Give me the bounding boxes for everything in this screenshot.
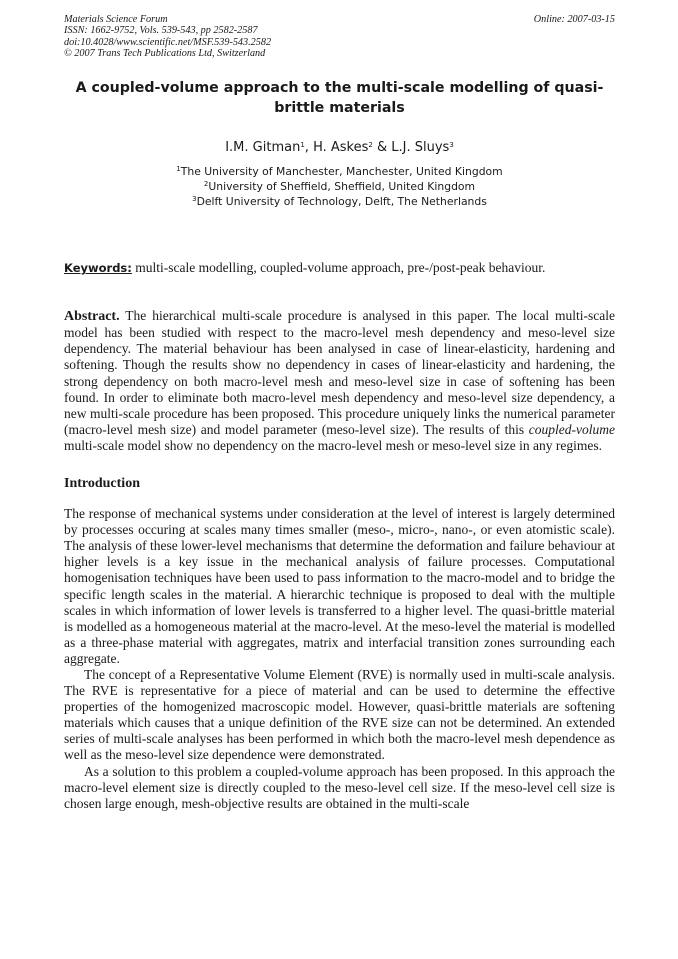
- keywords: [64, 260, 615, 276]
- affil-text: Delft University of Technology, Delft, The Netherlands: [196, 195, 487, 209]
- keywords-text: multi-scale modelling, coupled-volume approach, pre-/post-peak behaviour.: [131, 260, 546, 276]
- author-name: H. Askes: [313, 140, 369, 156]
- issn-line: ISSN: 1662-9752, Vols. 539-543, pp 2582-2587: [64, 25, 258, 37]
- section-heading-introduction: Introduction: [64, 476, 140, 492]
- author-affil-mark: 1: [300, 141, 305, 150]
- author-name: L.J. Sluys: [391, 140, 450, 156]
- author-affil-mark: 3: [449, 141, 454, 150]
- paragraph: The concept of a Representative Volume Element (RVE) is normally used in multi-scale analysis. The RVE is representative for a piece of material and can be used to determine the effective properties of the homogenized macroscopic model. However, quasi-brittle materials are softening materials which causes that a unique definition of the RVE size can not be determined. An extended series of multi-scale analyses has been performed in which both the macro-level mesh dependence as well as the meso-level size dependence were demonstrated.: [64, 666, 615, 763]
- journal-header: [64, 14, 615, 59]
- author-affil-mark: 2: [368, 141, 373, 150]
- abstract-text-end: multi-scale model show no dependency on the macro-level mesh or meso-level size in any regimes.: [64, 437, 602, 453]
- paragraph: The response of mechanical systems under consideration at the level of interest is largely determined by processes occuring at scales many times smaller (meso-, micro-, nano-, or even atomistic scale). The analysis of these lower-level mechanisms that determine the deformation and failure behaviour at higher levels is a key issue in the mechanical analysis of failure processes. Computational homogenisation techniques have been used to pass information to the macro-model and to bridge the specific length scales in the material. A hierarchic technique is proposed to deal with the multiple scales in which information of lower levels is transferred to a higher level. The quasi-brittle material is modelled as a homogeneous material at the macro-level. At the meso-level the material is modelled as a three-phase material with aggregates, matrix and interfacial transition zones surrounding each aggregate.: [64, 506, 615, 666]
- paper-page: [64, 14, 615, 812]
- affil-mark: 2: [203, 180, 209, 189]
- affil-mark: 3: [192, 195, 197, 204]
- affiliation: [64, 164, 615, 179]
- affil-text: The University of Manchester, Manchester, United Kingdom: [180, 165, 503, 179]
- author-name: I.M. Gitman: [225, 140, 301, 156]
- doi-line: doi:10.4028/www.scientific.net/MSF.539-543.2582: [64, 36, 272, 48]
- abstract: [64, 308, 615, 454]
- keywords-label: Keywords:: [64, 261, 132, 276]
- author-list: [64, 140, 615, 155]
- copyright-line: © 2007 Trans Tech Publications Ltd, Switzerland: [64, 47, 266, 59]
- affil-text: University of Sheffield, Sheffield, United Kingdom: [208, 180, 476, 194]
- paper-title: A coupled-volume approach to the multi-scale modelling of quasi-brittle materials: [75, 80, 604, 117]
- affiliation: [64, 194, 615, 209]
- affiliation: [64, 179, 615, 194]
- author-separator: &: [372, 140, 392, 156]
- journal-name: Materials Science Forum: [64, 14, 168, 25]
- paragraph: As a solution to this problem a coupled-volume approach has been proposed. In this approach the macro-level element size is directly coupled to the meso-level cell size. If the meso-level cell size is chosen large enough, mesh-objective results are obtained in the multi-scale: [64, 763, 615, 811]
- abstract-text: The hierarchical multi-scale procedure is analysed in this paper. The local multi-scale model has been studied with respect to the macro-level mesh dependency and meso-level size dependency. The material behaviour has been analysed in case of linear-elasticity, hardening and softening. Though the results show no dependency in cases of linear-elasticity and hardening, the strong dependency on both macro-level mesh and meso-level size in case of softening has been found. In order to eliminate both macro-level mesh dependency and meso-level size dependency, a new multi-scale procedure has been proposed. This procedure uniquely links the numerical parameter (macro-level mesh size) and model parameter (meso-level size). The results of this: [64, 308, 615, 437]
- author-separator: ,: [304, 140, 314, 156]
- introduction-body: [64, 506, 615, 812]
- affiliation-list: [64, 164, 615, 209]
- abstract-italic-term: coupled-volume: [528, 421, 615, 437]
- affil-mark: 1: [176, 165, 181, 174]
- abstract-label: Abstract.: [64, 309, 120, 325]
- online-date: Online: 2007-03-15: [533, 14, 615, 25]
